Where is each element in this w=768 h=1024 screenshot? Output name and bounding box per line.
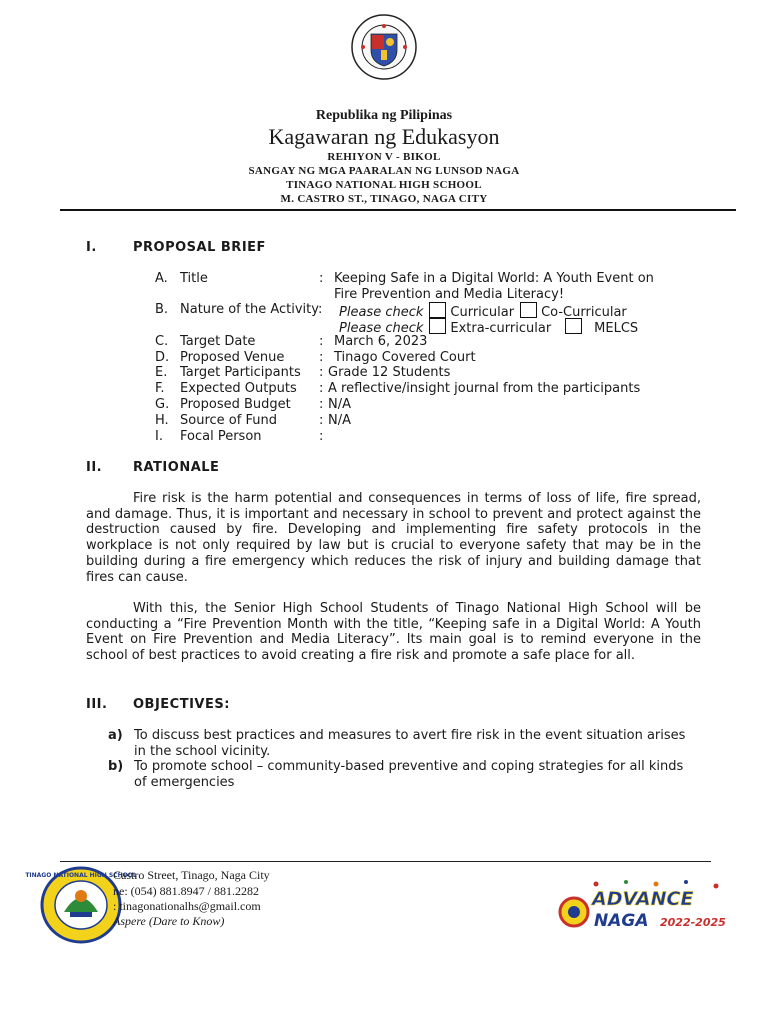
republic-line: Republika ng Pilipinas — [315, 108, 453, 123]
region-line: REHIYON V - BIKOL — [327, 151, 441, 163]
objective-label: b) — [108, 759, 124, 774]
brief-label: Proposed Budget — [180, 397, 291, 412]
brief-letter: A. — [155, 271, 168, 286]
brief-sep: : — [319, 350, 324, 365]
brief-label: Proposed Venue — [180, 350, 285, 365]
section-1-number: I. — [86, 240, 97, 255]
footer-motto: Aspere (Dare to Know) — [113, 914, 225, 928]
brief-label: Nature of the Activity: — [180, 302, 323, 317]
brief-label: Title — [180, 271, 208, 286]
footer-email: : tinagonationalhs@gmail.com — [113, 899, 261, 913]
rationale-paragraph-2: With this, the Senior High School Students of Tinago National High School will be conducting a “Fire Prevention Month with the title, “Keeping safe in a Digital World: A Youth Event on Fire Prevention and Media Literacy”. Its main goal is to remind everyone in the school of best practices to avoid creating a fire risk and promote a safe place for all. — [86, 601, 701, 664]
melcs-checkbox[interactable] — [565, 318, 582, 334]
brief-value: Tinago Covered Court — [334, 350, 476, 365]
logo-years-text: 2022-2025 — [660, 916, 726, 929]
brief-letter: H. — [155, 413, 169, 428]
brief-sep: : — [319, 397, 324, 412]
brief-label: Focal Person — [180, 429, 262, 444]
brief-value: Keeping Safe in a Digital World: A Youth Event on — [334, 271, 654, 286]
rationale-paragraph-1: Fire risk is the harm potential and consequences in terms of loss of life, fire spread, and damage. Thus, it is important and necessary in school to prevent and protect against the destruction caused by fire. Developing and implementing fire safety protocols in the workplace is not only required by law but is crucial to everyone safety that may be in the building during a fire emergency which reduces the risk of injury and building damage that fires can cause. — [86, 491, 701, 585]
header-divider — [60, 209, 736, 211]
objective-label: a) — [108, 728, 123, 743]
brief-label: Target Date — [180, 334, 256, 349]
brief-letter: C. — [155, 334, 169, 349]
footer-phone: ne: (054) 881.8947 / 881.2282 — [113, 884, 259, 898]
school-seal — [25, 866, 137, 944]
extra-curricular-checkbox[interactable] — [429, 318, 446, 334]
co-curricular-checkbox[interactable] — [520, 302, 537, 318]
curricular-label: Curricular — [450, 305, 515, 320]
advance-naga-logo — [556, 878, 728, 932]
department-title: Kagawaran ng Edukasyon — [268, 124, 500, 149]
brief-value: N/A — [328, 413, 351, 428]
extra-curricular-label: Extra-curricular — [450, 321, 552, 336]
brief-sep: : — [319, 271, 324, 286]
brief-value-cont: Fire Prevention and Media Literacy! — [334, 287, 565, 302]
brief-letter: G. — [155, 397, 170, 412]
section-1-title: PROPOSAL BRIEF — [133, 240, 266, 255]
brief-value: Grade 12 Students — [328, 365, 451, 380]
brief-label: Source of Fund — [180, 413, 277, 428]
brief-letter: I. — [155, 429, 163, 444]
curricular-checkbox[interactable] — [429, 302, 446, 318]
brief-value: March 6, 2023 — [334, 334, 428, 349]
section-3-number: III. — [86, 697, 108, 712]
brief-letter: E. — [155, 365, 168, 380]
objective-text: To discuss best practices and measures to avert fire risk in the event situation arises in the school vicinity. — [134, 728, 686, 759]
brief-value: A reflective/insight journal from the participants — [328, 381, 641, 396]
please-check-label: Please check — [339, 305, 424, 320]
brief-label: Expected Outputs — [180, 381, 297, 396]
brief-letter: D. — [155, 350, 170, 365]
melcs-label: MELCS — [594, 321, 639, 336]
brief-sep: : — [319, 365, 324, 380]
brief-letter: F. — [155, 381, 165, 396]
brief-letter: B. — [155, 302, 169, 317]
brief-value: N/A — [328, 397, 351, 412]
address-line: M. CASTRO ST., TINAGO, NAGA CITY — [280, 193, 488, 205]
brief-label: Target Participants — [180, 365, 301, 380]
deped-seal — [351, 14, 417, 80]
division-line: SANGAY NG MGA PAARALAN NG LUNSOD NAGA — [248, 165, 520, 177]
logo-naga-text: NAGA — [594, 911, 649, 931]
co-curricular-label: Co-Curricular — [541, 305, 627, 320]
brief-sep: : — [319, 334, 324, 349]
brief-sep: : — [319, 429, 324, 444]
section-2-title: RATIONALE — [133, 460, 220, 475]
please-check-label: Please check — [339, 321, 424, 336]
school-line: TINAGO NATIONAL HIGH SCHOOL — [286, 179, 482, 191]
seal-lettering: TINAGO NATIONAL HIGH SCHOOL — [25, 872, 137, 879]
brief-sep: : — [319, 413, 324, 428]
footer-address: Castro Street, Tinago, Naga City — [113, 868, 270, 882]
footer-divider — [60, 861, 711, 862]
brief-sep: : — [319, 381, 324, 396]
section-2-number: II. — [86, 460, 103, 475]
section-3-title: OBJECTIVES: — [133, 697, 230, 712]
logo-advance-text: ADVANCE — [592, 888, 694, 910]
objective-text: To promote school – community-based preventive and coping strategies for all kinds of emergencies — [134, 759, 684, 790]
